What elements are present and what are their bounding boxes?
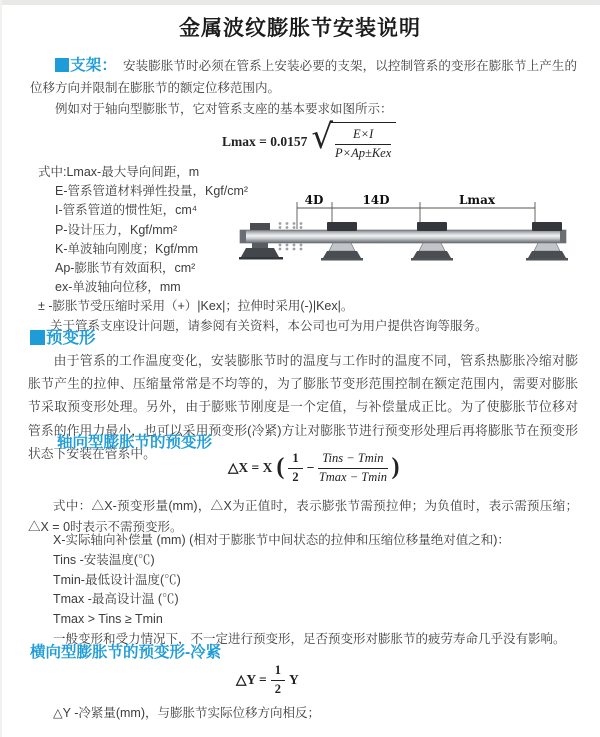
section-heading-support: 支架： [70, 57, 117, 74]
axial-heading-text: 轴向型膨胀节的预变形 [57, 434, 213, 451]
fraction-numerator: 1 [271, 663, 285, 681]
left-paren: ( [276, 454, 285, 481]
axial-subheading [57, 430, 212, 452]
support-paragraph [30, 55, 577, 99]
support-intro-text: 安装膨胀节时必须在管系上安装必要的支架，以控制管系的变形在膨胀节上产生的位移方向并限制在膨胀节的额定位移范围内。 [30, 59, 577, 95]
axial-line: Tmax > Tins ≥ Tmin [53, 612, 163, 627]
page-title: 金属波纹膨胀节安装说明 [179, 17, 421, 40]
example-paragraph [30, 99, 577, 121]
predeform-heading-text: 预变形 [46, 329, 96, 347]
dim-label-lmax: Lmax [458, 193, 496, 207]
axial-explain-text: 式中：△X-预变形量(mm)，△X为正值时，表示膨张节需预拉伸；为负值时，表示需预压缩；△X = 0时表示不需预变形。 [28, 499, 578, 534]
blue-square-icon [30, 330, 45, 345]
formula-delta-x [228, 451, 400, 485]
page-edge-left [0, 0, 2, 737]
fraction-numerator: Tins − Tmin [318, 451, 387, 469]
lateral-heading-text: 横向型膨胀节的预变形-冷紧 [30, 644, 222, 661]
fraction-denominator: P×Ap±Kex [335, 145, 392, 160]
lateral-subheading [30, 640, 221, 662]
pipe [240, 230, 566, 243]
page-edge-top [0, 0, 600, 5]
axial-line: Tins -安装温度(℃) [53, 552, 155, 567]
predeform-body-text: 由于管系的工作温度变化，安装膨胀节时的温度与工作时的温度不同，管系热膨胀冷缩对膨胀节产生的拉伸、压缩量常常是不均等的，为了膨胀节变形范围控制在额定范围内，需要对膨胀节采取预变形处理。另外，由于膨账节刚度是一个定值，与补偿量成正比。为了使膨胀节位移对管系的作用力最小，也可以采用预变形(冷紧)方让对膨胀节进行预变形处理后再将膨胀节在预变形状态下安装在管系中。 [28, 353, 578, 461]
fraction-numerator: 1 [288, 451, 302, 469]
fraction-denominator: Tmax − Tmin [318, 469, 387, 484]
definition-line: K-单波轴向刚度；Kgf/mm [55, 241, 199, 256]
definition-note-service: 关于管系支座设计问题，请参阅有关资料，本公司也可为用户提供咨询等服务。 [50, 318, 488, 333]
formula-delta-y [236, 663, 299, 697]
fraction-half [271, 663, 285, 697]
sqrt-radical [311, 117, 396, 161]
lateral-explain-paragraph [53, 704, 573, 722]
fraction-denominator: 2 [274, 681, 281, 696]
section-heading-predeform [30, 324, 96, 348]
formula-dx-lhs: △X = X [228, 460, 273, 476]
axial-line: X-实际轴向补偿量 (mm) (相对于膨胀节中间状态的拉伸和压缩位移量绝对值之和)： [53, 533, 510, 547]
right-paren: ) [391, 454, 400, 481]
formula-lmax-lhs: Lmax = 0.0157 [222, 133, 308, 149]
axial-definition-lines [53, 531, 573, 650]
formula-dy-lhs: △Y = [236, 672, 267, 688]
formula-lmax [222, 117, 396, 161]
fraction-temperature [318, 451, 387, 485]
definition-line: ex-单波轴向位移，mm [55, 280, 181, 295]
dim-label-14d: 14D [362, 193, 390, 207]
definition-line: I-管系管道的惯性矩，cm⁴ [55, 203, 198, 218]
definition-line: 式中:Lmax-最大导向间距，m [38, 165, 200, 179]
fraction-numerator: E×I [335, 127, 391, 145]
dim-label-4d: 4D [304, 193, 324, 207]
pipe-support-diagram [236, 192, 584, 294]
blue-square-icon [55, 58, 69, 72]
definition-line: Ap-膨胀节有效面积，cm² [55, 260, 196, 275]
formula-dy-rhs: Y [288, 672, 299, 688]
definition-line: P-设计压力，Kgf/mm² [55, 222, 178, 237]
axial-line: Tmax -最高设计温 (℃) [53, 592, 179, 607]
fraction [335, 127, 391, 161]
lateral-explain-text: △Y -冷紧量(mm)，与膨胀节实际位移方向相反； [53, 706, 321, 720]
sqrt-content [330, 122, 396, 161]
definition-line: E-管系管道材料弹性投量，Kgf/cm² [55, 184, 249, 199]
radical-icon: √ [311, 117, 333, 157]
fraction-denominator: 2 [292, 469, 299, 484]
axial-line: Tmin-最低设计温度(℃) [53, 572, 181, 587]
minus-sign: − [306, 460, 315, 476]
axial-line: 一般变形和受力情况下，不一定进行预变形，足否预变形对膨胀节的疲劳寿命几乎没有影响。 [53, 631, 566, 646]
example-text: 例如对于轴向型膨胀节，它对管系支座的基本要求如图所示： [55, 102, 393, 116]
fraction-half [288, 451, 302, 485]
definition-note-pm: ± -膨胀节受压缩时采用（+）|Kex|；拉伸时采用(-)|Kex|。 [38, 299, 354, 314]
